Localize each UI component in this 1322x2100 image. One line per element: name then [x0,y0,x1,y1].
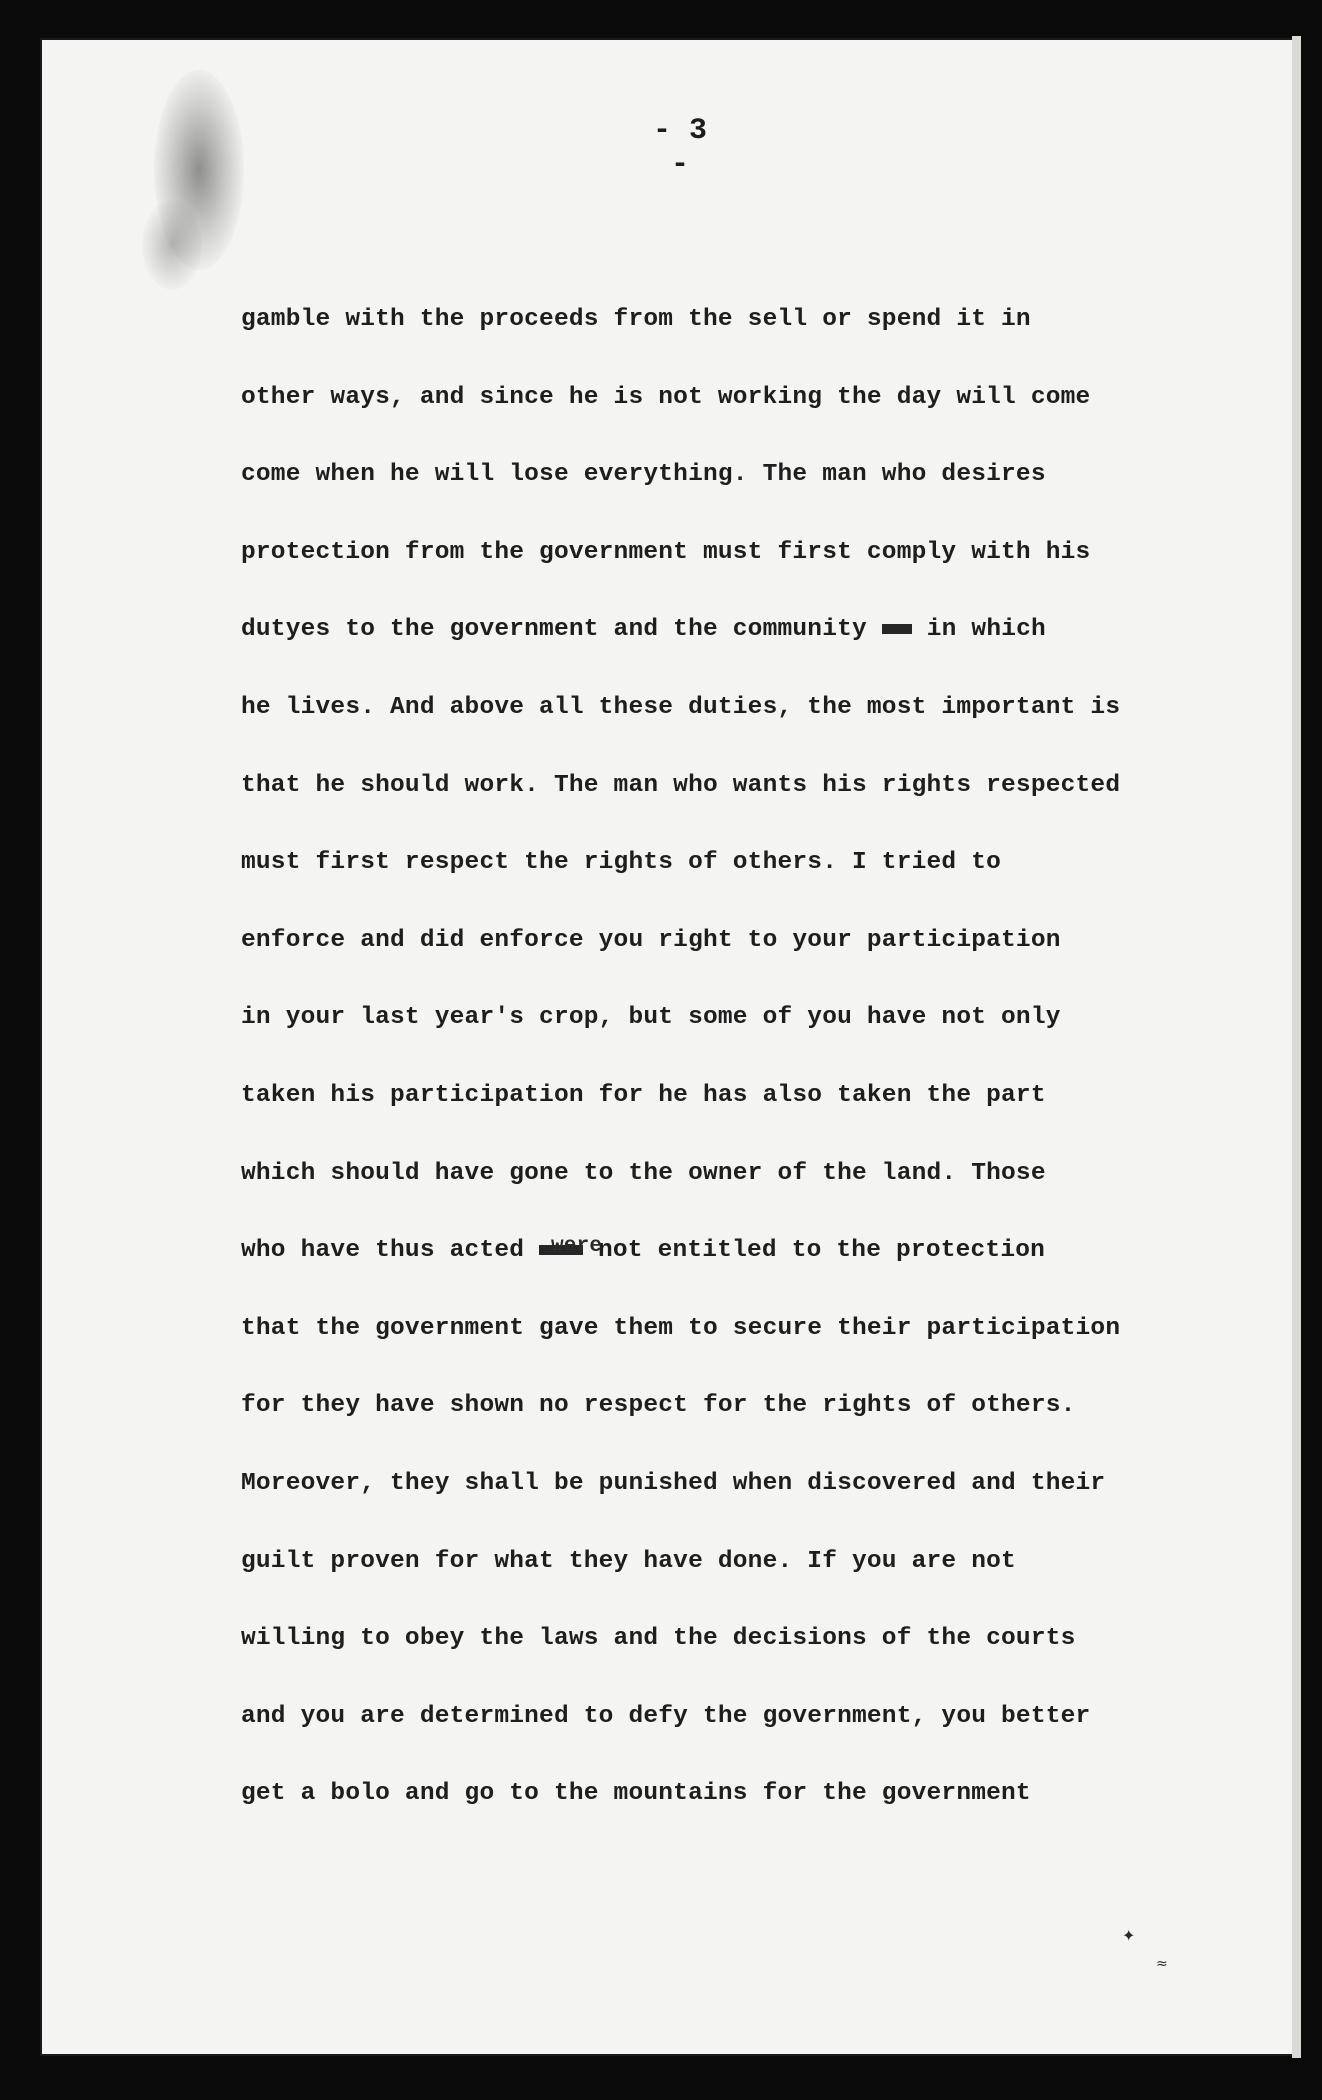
text-segment: dutyes to the government and the community [241,616,867,644]
document-body [241,296,1241,1848]
text-line [241,1227,1241,1305]
text-line: that he should work. The man who wants his rights respected [241,771,1121,799]
ink-smudge [142,200,202,290]
text-line: and you are determined to defy the government, you better [241,1702,1091,1730]
text-line: which should have gone to the owner of the land. Those [241,1159,1046,1187]
text-line: that the government gave them to secure their participation [241,1314,1121,1342]
text-line: Moreover, they shall be punished when discovered and their [241,1469,1106,1497]
text-line: other ways, and since he is not working the day will come [241,383,1091,411]
text-line: enforce and did enforce you right to your participation [241,926,1061,954]
text-line: must first respect the rights of others. I tried to [241,849,1002,877]
text-line: taken his participation for he has also taken the part [241,1081,1046,1109]
text-line: in your last year's crop, but some of you have not only [241,1004,1061,1032]
text-line: gamble with the proceeds from the sell or spend it in [241,306,1031,333]
text-segment: who have thus acted [241,1237,525,1265]
paper-edge [1292,36,1301,2058]
text-segment: not entitled to the protection [597,1237,1046,1265]
text-line [241,606,1241,684]
text-line: get a bolo and go to the mountains for the government [241,1780,1031,1808]
text-line: willing to obey the laws and the decisions of the courts [241,1625,1076,1653]
stray-ink-mark: ≈ [1156,1956,1168,1972]
struck-out-text [882,624,912,634]
stray-ink-mark: ✦ [1122,1926,1136,1945]
text-segment: in which [926,616,1046,644]
text-line: guilt proven for what they have done. If you are not [241,1547,1016,1575]
text-line: come when he will lose everything. The man who desires [241,461,1046,489]
interlinear-insertion: were [551,1235,603,1259]
text-line: protection from the government must first comply with his [241,538,1091,566]
page-number: - 3 - [652,114,707,182]
text-line: for they have shown no respect for the rights of others. [241,1392,1076,1420]
text-line: he lives. And above all these duties, the most important is [241,693,1121,721]
